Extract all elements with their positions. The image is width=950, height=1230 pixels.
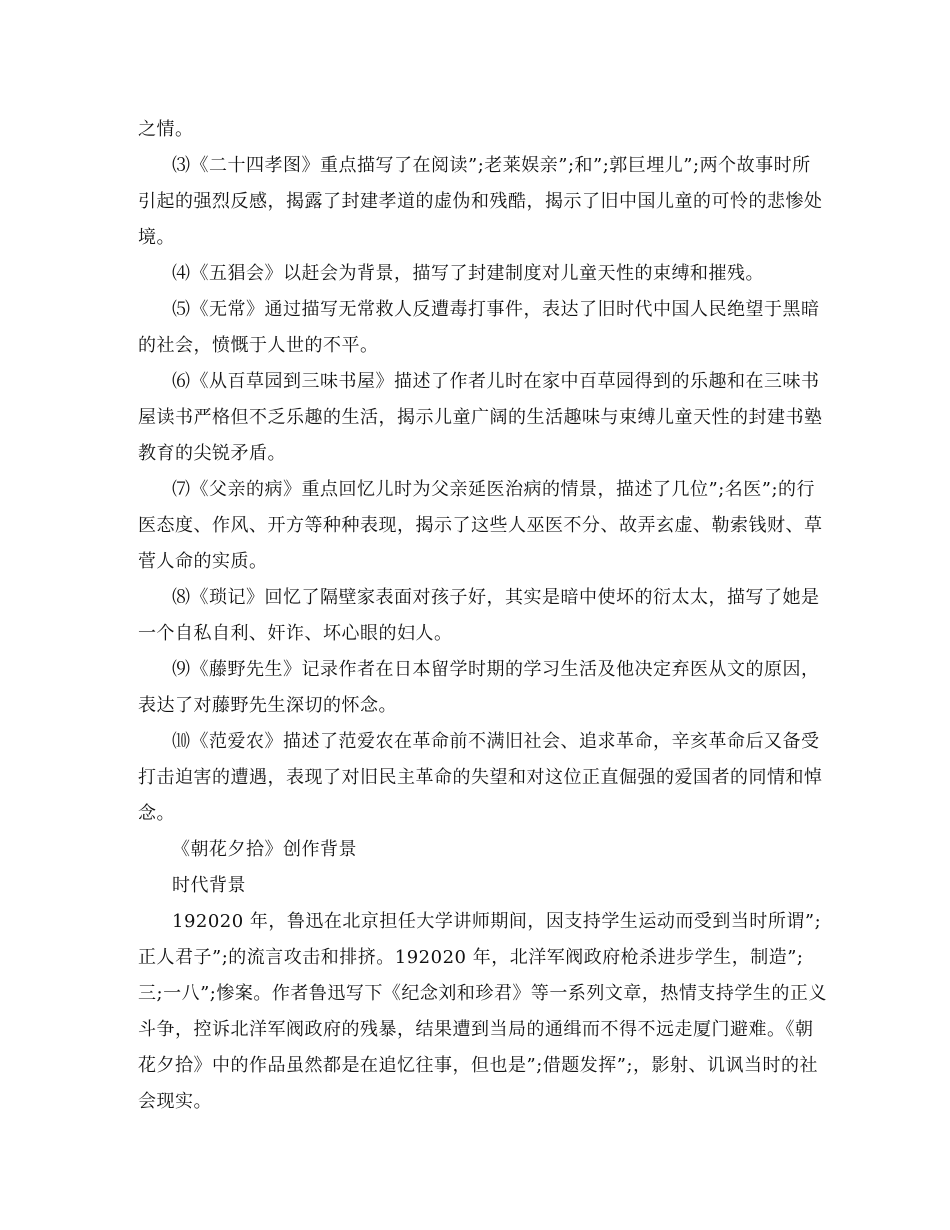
document-body bbox=[138, 112, 828, 1120]
paragraph-background: 192020 年，鲁迅在北京担任大学讲师期间，因支持学生运动而受到当时所谓”;正人君子”;的流言攻击和排挤。192020 年，北洋军阀政府枪杀进步学生，制造”;三;一八”;惨案。作者鲁迅写下《纪念刘和珍君》等一系列文章，热情支持学生的正义斗争，控诉北洋军阀政府的残暴，结果遭到当局的通缉而不得不远走厦门避难。《朝花夕拾》中的作品虽然都是在追忆往事，但也是”;借题发挥”;，影射、讥讽当时的社会现实。 bbox=[138, 911, 827, 1112]
subsection-heading: 时代背景 bbox=[172, 875, 246, 896]
paragraph-item-5: ⑸《无常》通过描写无常救人反遭毒打事件，表达了旧时代中国人民绝望于黑暗的社会，愤慨于人世的不平。 bbox=[138, 299, 820, 356]
paragraph-item-8: ⑻《琐记》回忆了隔壁家表面对孩子好，其实是暗中使坏的衍太太，描写了她是一个自私自利、奸诈、坏心眼的妇人。 bbox=[138, 587, 820, 644]
paragraph-continuation: 之情。 bbox=[138, 119, 194, 140]
paragraph-item-7: ⑺《父亲的病》重点回忆儿时为父亲延医治病的情景，描述了几位”;名医”;的行医态度、作风、开方等种种表现，揭示了这些人巫医不分、故弄玄虚、勒索钱财、草菅人命的实质。 bbox=[138, 479, 823, 572]
paragraph-item-3: ⑶《二十四孝图》重点描写了在阅读”;老莱娱亲”;和”;郭巨埋儿”;两个故事时所引起的强烈反感，揭露了封建孝道的虚伪和残酷，揭示了旧中国儿童的可怜的悲惨处境。 bbox=[138, 155, 823, 248]
section-heading: 《朝花夕拾》创作背景 bbox=[172, 839, 357, 860]
paragraph-item-9: ⑼《藤野先生》记录作者在日本留学时期的学习生活及他决定弃医从文的原因，表达了对藤野先生深切的怀念。 bbox=[138, 659, 820, 716]
paragraph-item-10: ⑽《范爱农》描述了范爱农在革命前不满旧社会、追求革命，辛亥革命后又备受打击迫害的遭遇，表现了对旧民主革命的失望和对这位正直倔强的爱国者的同情和悼念。 bbox=[138, 731, 823, 824]
paragraph-item-6: ⑹《从百草园到三味书屋》描述了作者儿时在家中百草园得到的乐趣和在三味书屋读书严格但不乏乐趣的生活，揭示儿童广阔的生活趣味与束缚儿童天性的封建书塾教育的尖锐矛盾。 bbox=[138, 371, 823, 464]
paragraph-item-4: ⑷《五猖会》以赶会为背景，描写了封建制度对儿童天性的束缚和摧残。 bbox=[172, 263, 764, 284]
